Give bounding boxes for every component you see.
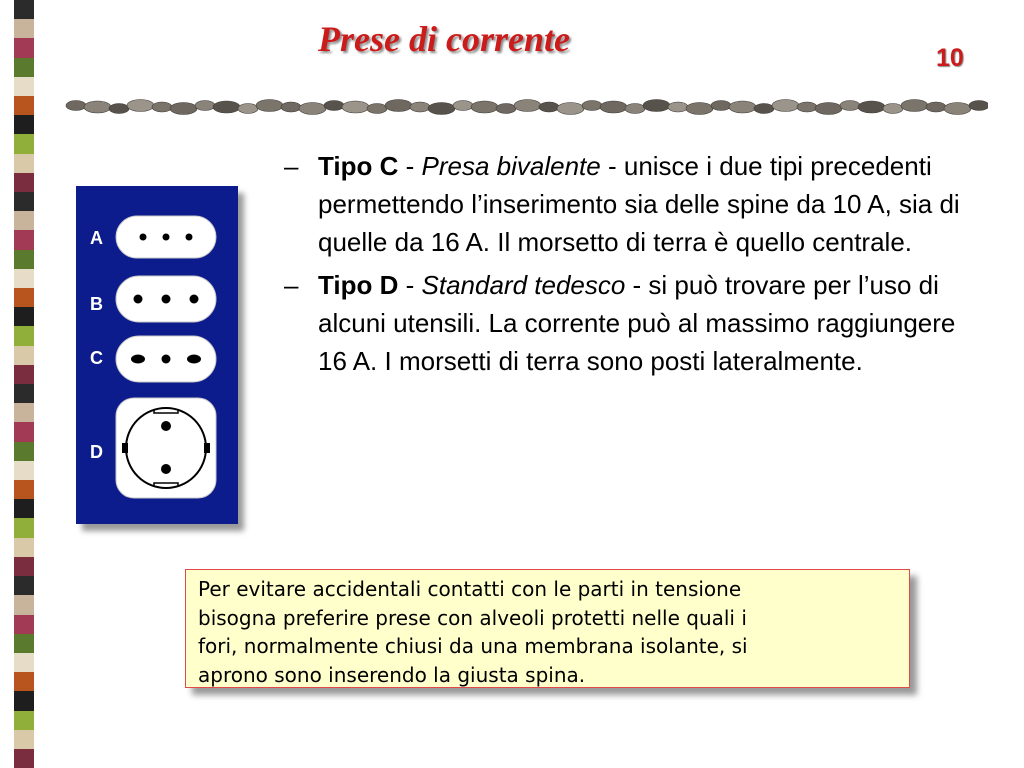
page-number: 10 xyxy=(936,44,964,72)
socket-b-icon xyxy=(116,276,216,322)
note-line: fori, normalmente chiusi da una membrana isolante, si xyxy=(198,634,748,658)
bullet-label: Tipo D xyxy=(318,270,399,300)
bullet-list xyxy=(284,147,984,385)
decorative-side-strip xyxy=(14,0,34,768)
bullet-text: - si può trovare per l’uso di alcuni utensili. La corrente può al massimo raggiungere 16 A. I morsetti di terra sono posti lateralmente. xyxy=(318,270,956,376)
socket-label-a: A xyxy=(90,228,103,248)
socket-a-icon xyxy=(116,216,216,258)
bullet-subtitle: Standard tedesco xyxy=(421,270,626,300)
socket-d-icon xyxy=(116,398,216,498)
socket-label-b: B xyxy=(90,294,103,314)
note-line: aprono sono inserendo la giusta spina. xyxy=(198,662,586,687)
safety-note-box xyxy=(185,569,910,688)
bullet-separator: - xyxy=(398,270,422,300)
bullet-text: - unisce i due tipi precedenti permettendo l’inserimento sia delle spine da 10 A, sia di quelle da 16 A. Il morsetto di terra è quello centrale. xyxy=(318,151,960,257)
bullet-separator: - xyxy=(398,151,422,181)
bullet-label: Tipo C xyxy=(318,151,399,181)
socket-label-c: C xyxy=(90,348,103,368)
socket-c-icon xyxy=(116,336,216,382)
note-line: bisogna preferire prese con alveoli protetti nelle quali i xyxy=(198,605,747,630)
bullet-dash: – xyxy=(284,270,299,300)
socket-label-d: D xyxy=(90,442,103,462)
note-line: Per evitare accidentali contatti con le parti in tensione xyxy=(198,577,742,601)
socket-types-illustration xyxy=(76,186,260,546)
pebble-divider xyxy=(58,94,988,120)
bullet-tipo-d xyxy=(284,266,984,380)
bullet-tipo-c xyxy=(284,147,984,261)
bullet-dash: – xyxy=(284,151,299,181)
slide-title: Prese di corrente xyxy=(318,19,570,59)
bullet-subtitle: Presa bivalente xyxy=(421,151,601,181)
